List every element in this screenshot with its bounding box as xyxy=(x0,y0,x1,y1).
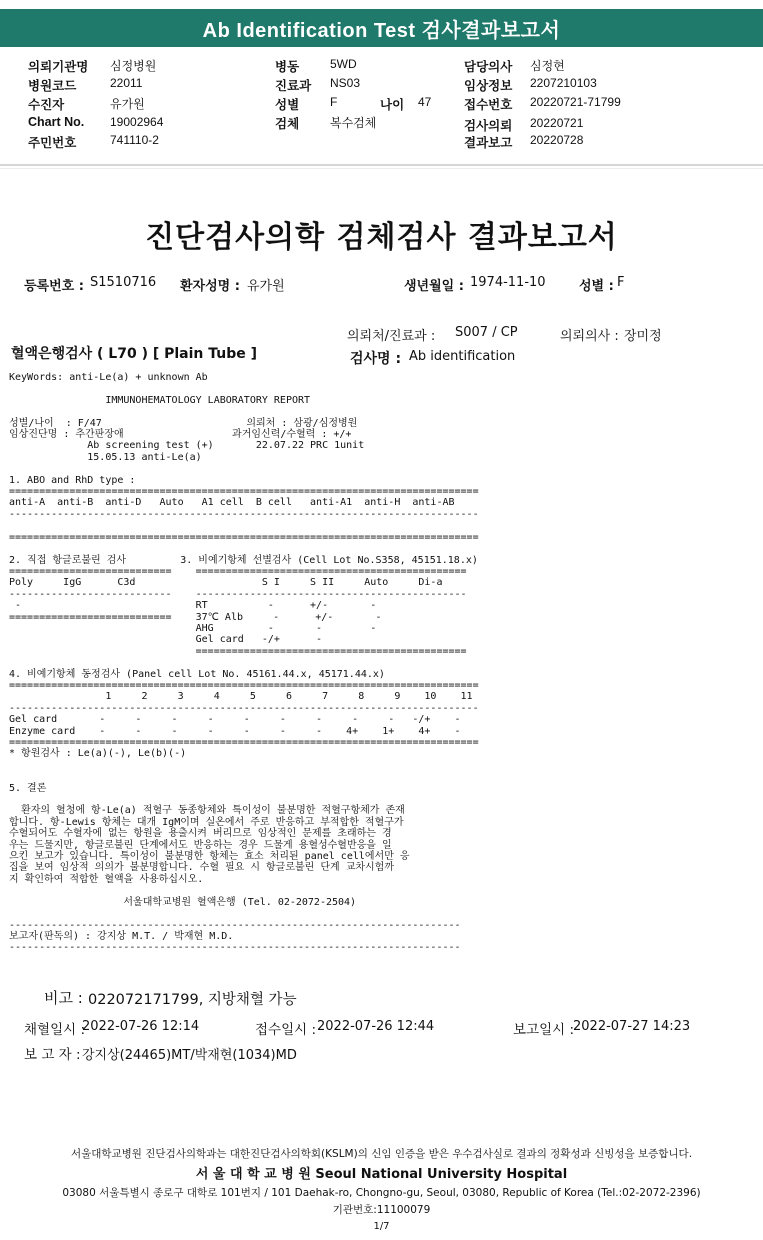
doctor-value: 장미정 xyxy=(624,329,662,344)
header-value: 2207210103 xyxy=(530,76,597,90)
sex-label: 성별 : xyxy=(579,279,614,294)
header-value: F xyxy=(330,95,338,109)
header-value: 47 xyxy=(418,95,432,109)
header-value: 심정병원 xyxy=(110,59,157,73)
section-divider xyxy=(0,164,763,166)
lab-report-text: KeyWords: anti-Le(a) + unknown Ab IMMUNOHEMATOLOGY LABORATORY REPORT 성별/나이 : F/47 의뢰처 : 삼광/심정병원 임상진단명 : 추간판장애 과거임신력/수혈력 : +/+ Ab screening test (+) 22.07.22 PRC 1unit 15.05.13 anti-Le(a) 1. ABO and RhD type : ============================================================================== anti-A anti-B anti-D Auto A1 cell B cell anti-A1 anti-H anti-AB ------------------------------------------------------------------------------ ============================================================================== 2. 직접 항글로불린 검사 3. 비예기항체 선별검사 (Cell Lot No.S358, 45151.18.x) =========================== ============================================= Poly IgG C3d S I S II Auto Di-a --------------------------- --------------------------------------------- - RT - +/- - =========================== 37℃ Alb - +/- - AHG - - - Gel card -/+ - ============================================= 4. 비예기항체 동정검사 (Panel cell Lot No. 45161.44.x, 45171.44.x) ============================================================================== 1 2 3 4 5 6 7 8 9 10 11 ------------------------------------------------------------------------------ Gel card - - - - - - - - - -/+ - Enzyme card - - - - - - - 4+ 1+ 4+ - ============================================================================== * 항원검사 : Le(a)(-), Le(b)(-) 5. 결론 환자의 혈청에 항-Le(a) 적혈구 동종항체와 특이성이 불분명한 적혈구항체가 존재 합니다. 항-Lewis 항체는 대개 IgM이며 실온에서 주로 반응하고 부적합한 적혈구가 수혈되어도 수혈자에 없는 항원을 용출시켜 버리므로 임상적인 문제를 초래하는 경 우는 드물지만, 항글로불린 단계에서도 반응하는 경우 드물게 용혈성수혈반응을 일 으킨 보고가 있습니다. 특이성이 불분명한 항체는 효소 처리된 panel cell에서만 응 집을 보여 임상적 의의가 불분명합니다. 수혈 필요 시 항글로불린 단계 교차시험까 지 확인하여 적합한 혈액을 사용하십시오. 서울대학교병원 혈액은행 (Tel. 02-2072-2504) --------------------------------------------------------------------------- 보고자(판독의) : 강지상 M.T. / 박재현 M.D. --------------------------------------------------------------------------- xyxy=(9,372,479,954)
name-value: 유가원 xyxy=(247,279,285,294)
header-label: 수진자 xyxy=(28,98,65,112)
reporter-label: 보 고 자 : xyxy=(24,1047,81,1063)
remark-label: 비고 : xyxy=(44,989,83,1007)
header-value: 20220721-71799 xyxy=(530,95,621,109)
report-title: 진단검사의학 검체검사 결과보고서 xyxy=(145,220,618,255)
header-value: 5WD xyxy=(330,57,357,71)
header-label: 접수번호 xyxy=(464,98,513,112)
header-label: 병동 xyxy=(275,60,300,74)
test-value: Ab identification xyxy=(409,349,516,364)
reg-label: 등록번호 : xyxy=(24,279,84,294)
header-label: 결과보고 xyxy=(464,136,513,150)
header-value: 20220728 xyxy=(530,133,584,147)
header-label: 진료과 xyxy=(275,79,312,93)
header-label: 병원코드 xyxy=(28,79,77,93)
test-name: 혈액은행검사 ( L70 ) [ Plain Tube ] xyxy=(11,346,258,362)
header-label: 주민번호 xyxy=(28,136,77,150)
dob-value: 1974-11-10 xyxy=(470,275,546,290)
header-value: 741110-2 xyxy=(110,133,159,147)
page-number: 1/7 xyxy=(373,1221,390,1232)
test-label: 검사명 : xyxy=(350,351,402,367)
header-value: 20220721 xyxy=(530,116,584,130)
reg-value: S1510716 xyxy=(90,275,157,290)
header-value: 19002964 xyxy=(110,115,164,129)
header-value: 22011 xyxy=(110,76,143,90)
footer-certification: 서울대학교병원 진단검사의학과는 대한진단검사의학회(KSLM)의 신임 인증을 받은 우수검사실로 결과의 정확성과 신빙성을 보증합니다. xyxy=(70,1148,693,1160)
receive-label: 접수일시 : xyxy=(255,1022,317,1038)
report-time-label: 보고일시 : xyxy=(513,1022,575,1038)
doctor-label: 의뢰의사 : xyxy=(560,329,619,344)
remark-value: 022072171799, 지방채혈 가능 xyxy=(88,992,297,1008)
header-label: 검사의뢰 xyxy=(464,119,513,133)
header-label: 의뢰기관명 xyxy=(28,60,89,74)
header-value: 복수검체 xyxy=(330,116,377,130)
dept-label: 의뢰처/진료과 : xyxy=(347,329,436,344)
dob-label: 생년월일 : xyxy=(404,279,464,294)
header-value: NS03 xyxy=(330,76,361,90)
header-label: Chart No. xyxy=(28,115,85,129)
header-label: 임상정보 xyxy=(464,79,513,93)
header-label: 나이 xyxy=(380,98,405,112)
footer-institution-number: 기관번호:11100079 xyxy=(332,1204,431,1216)
header-label: 검체 xyxy=(275,117,300,131)
reporter-value: 강지상(24465)MT/박재현(1034)MD xyxy=(82,1048,297,1063)
collect-label: 채혈일시 : xyxy=(24,1022,86,1038)
header-label: 성별 xyxy=(275,98,300,112)
sex-value: F xyxy=(617,275,625,290)
collect-value: 2022-07-26 12:14 xyxy=(82,1019,200,1034)
report-time-value: 2022-07-27 14:23 xyxy=(573,1019,691,1034)
report-banner-title: Ab Identification Test 검사결과보고서 xyxy=(0,9,763,47)
header-value: 심정현 xyxy=(530,59,565,73)
header-value: 유가원 xyxy=(110,97,145,111)
footer-address: 03080 서울특별시 종로구 대학로 101번지 / 101 Daehak-ro, Chongno-gu, Seoul, 03080, Republic of Korea (Tel.:02-2072-2396) xyxy=(62,1187,701,1199)
receive-value: 2022-07-26 12:44 xyxy=(317,1019,435,1034)
dept-value: S007 / CP xyxy=(455,325,518,340)
section-divider xyxy=(0,168,763,169)
name-label: 환자성명 : xyxy=(180,279,240,294)
footer-hospital-name: 서 울 대 학 교 병 원 Seoul National University Hospital xyxy=(195,1167,568,1182)
header-label: 담당의사 xyxy=(464,60,513,74)
